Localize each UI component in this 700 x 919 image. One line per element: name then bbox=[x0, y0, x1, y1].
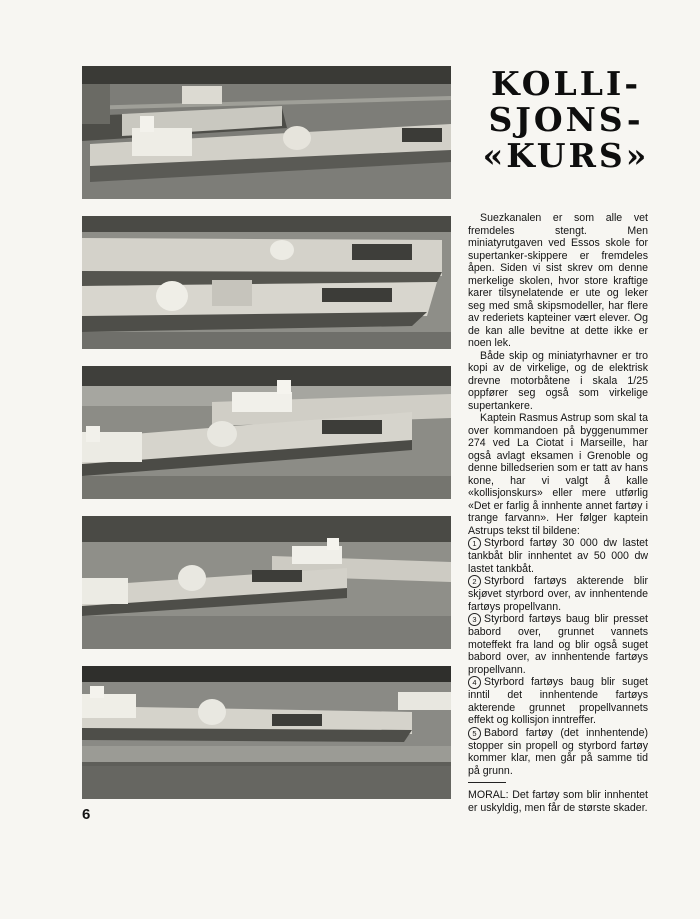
paragraph-1: Suezkanalen er som alle vet fremdeles stengt. Men miniatyrutgaven ved Essos skole for supertanker-skippere er fremdeles åpen. Siden vi sist skrev om denne merkelige skolen, hvor store kraftige karer tilsynelatende er ute og leker seg med små skipsmodeller, har flere av rederiets kapteiner vært elever. Og de kan alle bevitne at dette ikke er noen lek. bbox=[468, 212, 648, 349]
photo-boats-1 bbox=[82, 66, 451, 199]
photo-boats-5 bbox=[82, 666, 451, 799]
photo-boats-3 bbox=[82, 366, 451, 499]
circled-number: 5 bbox=[468, 727, 481, 740]
caption-item bbox=[468, 575, 648, 613]
caption-text: Styrbord fartøys akterende blir skjøvet styrbord over, av innhentende fartøys propellvann. bbox=[468, 575, 648, 613]
circled-number: 3 bbox=[468, 613, 481, 626]
title-line-3: «KURS» bbox=[482, 136, 650, 175]
caption-text: Styrbord fartøys baug blir suget inntil det innhentende fartøys akterende grunnet propellvannets effekt og kollisjon inntreffer. bbox=[468, 676, 648, 726]
circled-number: 4 bbox=[468, 676, 481, 689]
title-line-2: SJONS- bbox=[488, 100, 644, 139]
article-title bbox=[466, 66, 666, 174]
article-body bbox=[468, 212, 648, 814]
photo-boats-4 bbox=[82, 516, 451, 649]
photo-boats-1-image bbox=[82, 66, 451, 199]
caption-item bbox=[468, 613, 648, 676]
photo-boats-2-image bbox=[82, 216, 451, 349]
photo-boats-2 bbox=[82, 216, 451, 349]
title-line-1: KOLLI- bbox=[490, 64, 642, 103]
circled-number: 1 bbox=[468, 537, 481, 550]
caption-text: Styrbord fartøy 30 000 dw lastet tankbåt blir innhentet av 50 000 dw lastet tankbåt. bbox=[468, 537, 648, 575]
photo-boats-5-image bbox=[82, 666, 451, 799]
caption-item bbox=[468, 727, 648, 778]
photo-boats-4-image bbox=[82, 516, 451, 649]
caption-text: Styrbord fartøys baug blir presset babord over, grunnet vannets moteffekt fra land og blir også suget babord over, av innhentende fartøys propellvann. bbox=[468, 613, 648, 676]
photo-boats-3-image bbox=[82, 366, 451, 499]
caption-item bbox=[468, 537, 648, 575]
caption-list bbox=[468, 537, 648, 777]
paragraph-3: Kaptein Rasmus Astrup som skal ta over kommandoen på byggenummer 274 ved La Ciotat i Marseille, har også avlagt eksamen i Grenoble og denne billedserien som er tatt av hans kone, har vi valgt å kalle «kollisjonskurs» eller mere utførlig «Det er farlig å innhente annet fartøy i trange farvann». Her følger kaptein Astrups tekst til bildene: bbox=[468, 412, 648, 537]
caption-text: Babord fartøy (det innhentende) stopper sin propell og styrbord fartøy kommer klar, men går på samme tid på grunn. bbox=[468, 726, 648, 777]
caption-item bbox=[468, 676, 648, 727]
divider bbox=[468, 782, 506, 783]
page-number: 6 bbox=[82, 806, 91, 823]
paragraph-2: Både skip og miniatyrhavner er tro kopi av de virkelige, og de elektrisk drevne motorbåtene i skala 1/25 oppfører seg også som virkelige supertankere. bbox=[468, 349, 648, 412]
circled-number: 2 bbox=[468, 575, 481, 588]
moral-text: MORAL: Det fartøy som blir innhentet er uskyldig, men får de største skader. bbox=[468, 789, 648, 814]
